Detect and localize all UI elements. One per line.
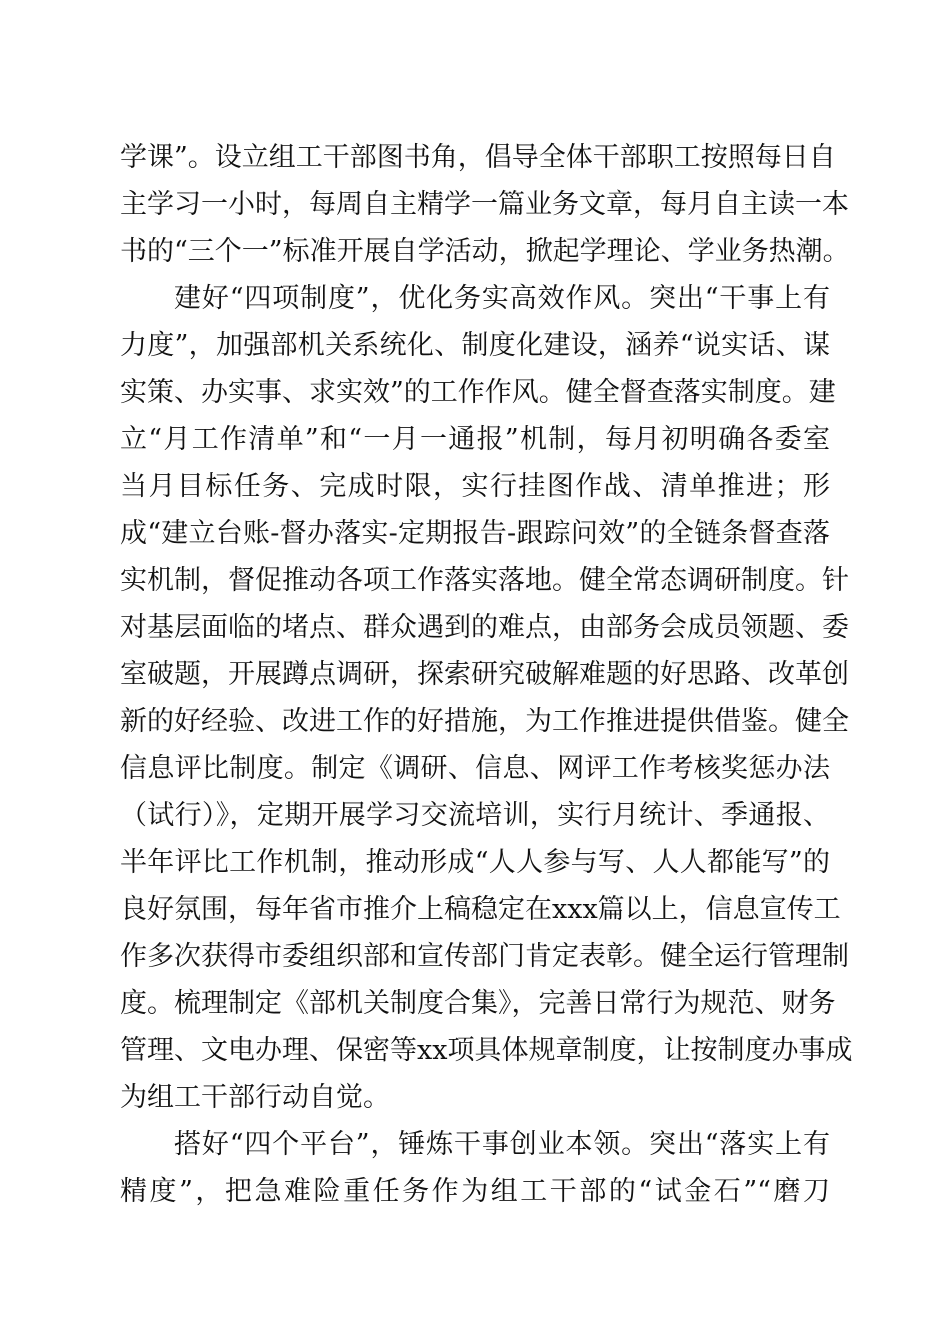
text-line: 对基层面临的堵点、群众遇到的难点，由部务会成员领题、委 xyxy=(120,612,849,643)
text-line: （试行）》，定期开展学习交流培训，实行月统计、季通报、 xyxy=(120,800,830,831)
text-line: 主学习一小时，每周自主精学一篇业务文章，每月自主读一本 xyxy=(120,189,849,220)
text-line: 管理、文电办理、保密等xx项具体规章制度，让按制度办事成 xyxy=(120,1035,853,1066)
text-line: 室破题，开展蹲点调研，探索研究破解难题的好思路、改革创 xyxy=(120,659,849,690)
text-line: 实策、办实事、求实效”的工作作风。健全督查落实制度。建 xyxy=(120,377,836,408)
text-line: 书的“三个一”标准开展自学活动，掀起学理论、学业务热潮。 xyxy=(120,236,850,267)
text-line: 实机制，督促推动各项工作落实落地。健全常态调研制度。针 xyxy=(120,565,849,596)
text-line: 成“建立台账-督办落实-定期报告-跟踪问效”的全链条督查落 xyxy=(120,518,830,549)
paragraph-start-line: 搭好“四个平台”，锤炼干事创业本领。突出“落实上有 xyxy=(174,1129,830,1160)
text-line: 半年评比工作机制，推动形成“人人参与写、人人都能写”的 xyxy=(120,847,830,878)
paragraph-start-line: 建好“四项制度”，优化务实高效作风。突出“干事上有 xyxy=(174,283,830,314)
text-line: 新的好经验、改进工作的好措施，为工作推进提供借鉴。健全 xyxy=(120,706,849,737)
text-line: 学课”。设立组工干部图书角，倡导全体干部职工按照每日自 xyxy=(120,142,836,173)
text-line: 当月目标任务、完成时限，实行挂图作战、清单推进；形 xyxy=(120,471,830,502)
text-line: 立“月工作清单”和“一月一通报”机制，每月初明确各委室 xyxy=(120,424,830,455)
text-line: 力度”，加强部机关系统化、制度化建设，涵养“说实话、谋 xyxy=(120,330,830,361)
text-line: 作多次获得市委组织部和宣传部门肯定表彰。健全运行管理制 xyxy=(120,941,849,972)
paragraph-end-line: 为组工干部行动自觉。 xyxy=(120,1082,390,1113)
text-line: 精度”，把急难险重任务作为组工干部的“试金石”“磨刀 xyxy=(120,1176,830,1207)
text-line: 良好氛围，每年省市推介上稿稳定在xxx篇以上，信息宣传工 xyxy=(120,894,841,925)
text-line: 度。梳理制定《部机关制度合集》，完善日常行为规范、财务 xyxy=(120,988,836,1019)
text-line: 信息评比制度。制定《调研、信息、网评工作考核奖惩办法 xyxy=(120,753,830,784)
